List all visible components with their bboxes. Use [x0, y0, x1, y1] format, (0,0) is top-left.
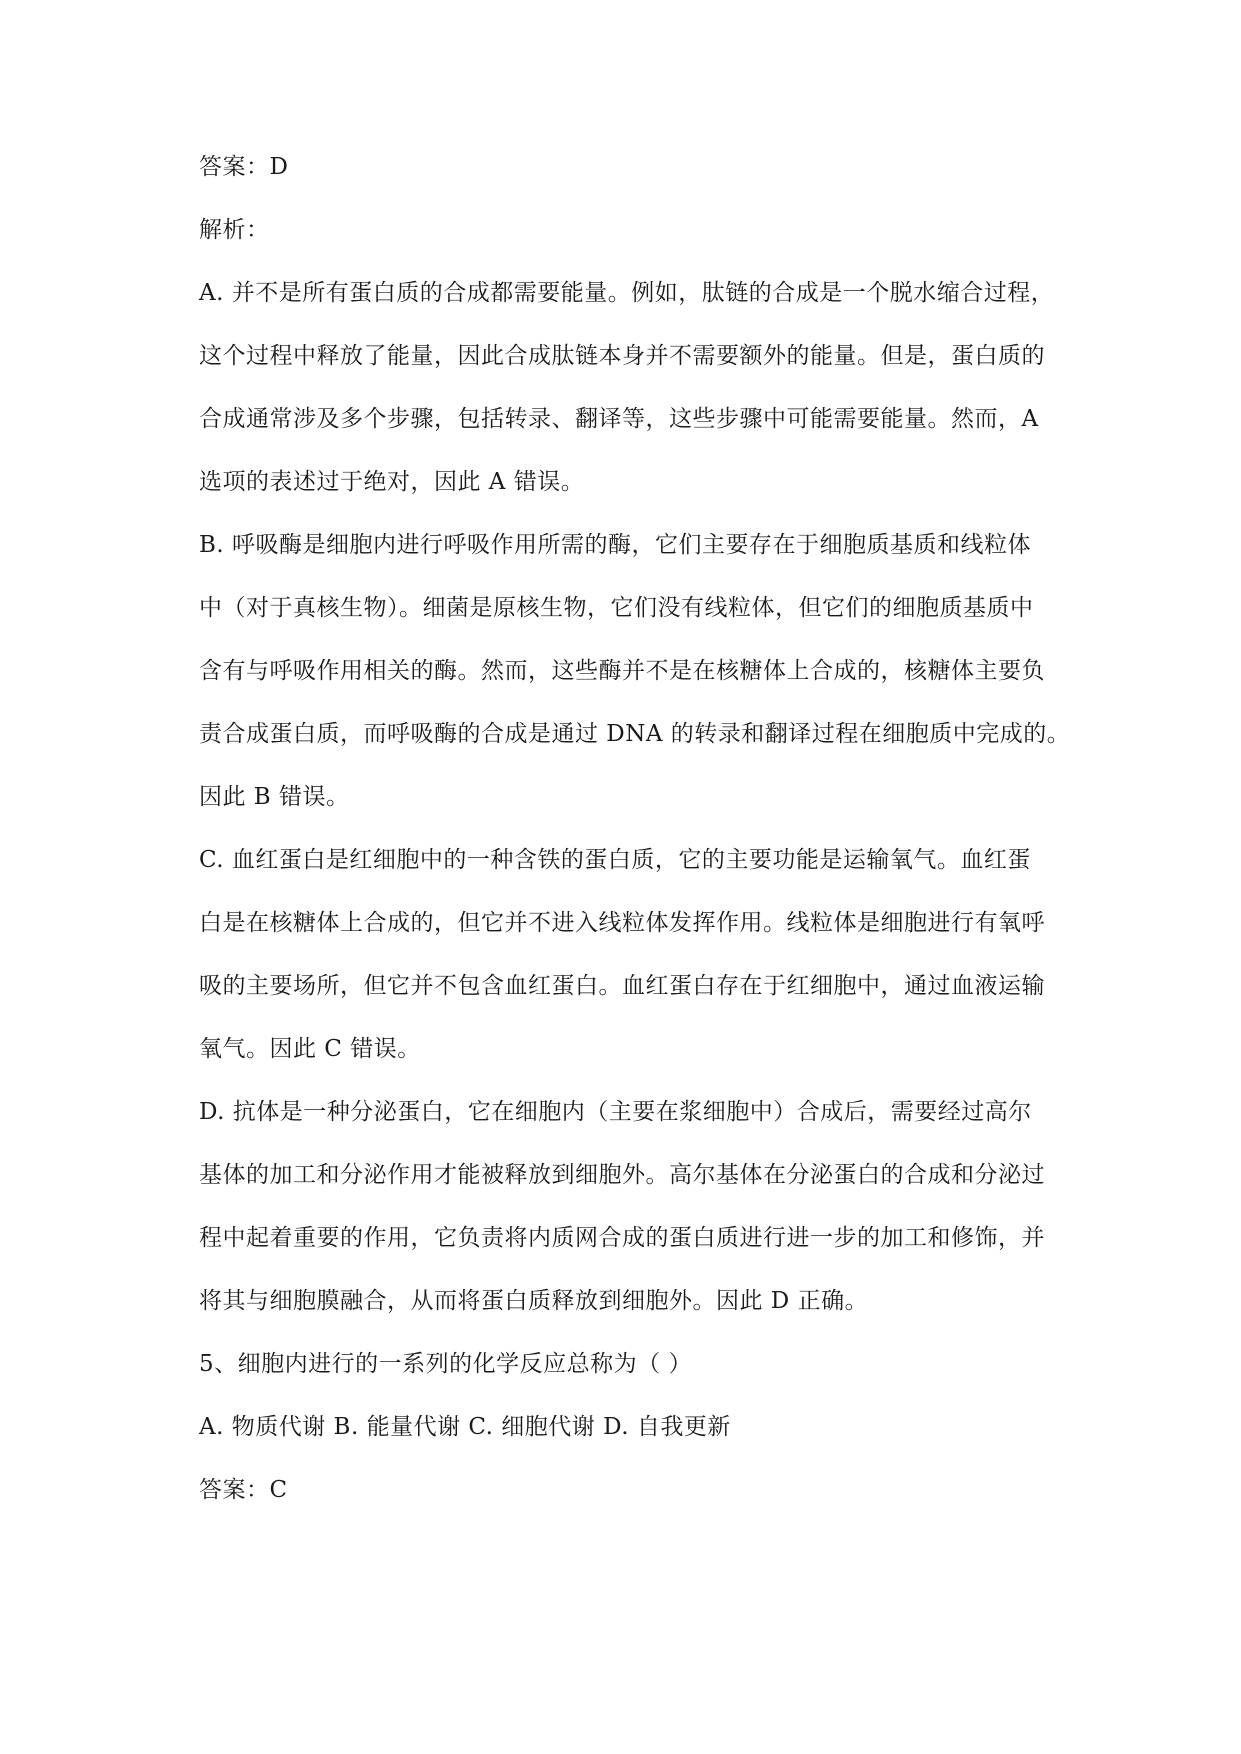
analysis-d-line-2: 基体的加工和分泌作用才能被释放到细胞外。高尔基体在分泌蛋白的合成和分泌过 [199, 1162, 1045, 1188]
analysis-c-line-3: 吸的主要场所，但它并不包含血红蛋白。血红蛋白存在于红细胞中，通过血液运输 [199, 973, 1045, 999]
analysis-b-line-5: 因此 B 错误。 [199, 784, 350, 810]
analysis-c-line-2: 白是在核糖体上合成的，但它并不进入线粒体发挥作用。线粒体是细胞进行有氧呼 [199, 910, 1045, 936]
analysis-c-line-4: 氧气。因此 C 错误。 [199, 1036, 421, 1062]
analysis-b-line-3: 含有与呼吸作用相关的酶。然而，这些酶并不是在核糖体上合成的，核糖体主要负 [199, 658, 1045, 684]
analysis-c-line-1: C. 血红蛋白是红细胞中的一种含铁的蛋白质，它的主要功能是运输氧气。血红蛋 [199, 847, 1031, 873]
analysis-a-line-1: A. 并不是所有蛋白质的合成都需要能量。例如，肽链的合成是一个脱水缩合过程， [199, 280, 1055, 306]
analysis-b-line-1: B. 呼吸酶是细胞内进行呼吸作用所需的酶，它们主要存在于细胞质基质和线粒体 [199, 532, 1032, 558]
analysis-d-line-1: D. 抗体是一种分泌蛋白，它在细胞内（主要在浆细胞中）合成后，需要经过高尔 [199, 1099, 1032, 1125]
answer-line-q4: 答案：D [199, 154, 289, 180]
analysis-heading: 解析： [199, 217, 270, 243]
question-5-stem: 5、细胞内进行的一系列的化学反应总称为（ ） [199, 1351, 692, 1377]
analysis-d-line-4: 将其与细胞膜融合，从而将蛋白质释放到细胞外。因此 D 正确。 [199, 1288, 869, 1314]
analysis-b-line-4: 责合成蛋白质，而呼吸酶的合成是通过 DNA 的转录和翻译过程在细胞质中完成的。 [199, 721, 1071, 747]
analysis-a-line-4: 选项的表述过于绝对，因此 A 错误。 [199, 469, 585, 495]
question-5-options: A. 物质代谢 B. 能量代谢 C. 细胞代谢 D. 自我更新 [199, 1414, 731, 1440]
analysis-b-line-2: 中（对于真核生物）。细菌是原核生物，它们没有线粒体，但它们的细胞质基质中 [199, 595, 1034, 621]
answer-line-q5: 答案：C [199, 1477, 288, 1503]
analysis-d-line-3: 程中起着重要的作用，它负责将内质网合成的蛋白质进行进一步的加工和修饰，并 [199, 1225, 1045, 1251]
analysis-a-line-3: 合成通常涉及多个步骤，包括转录、翻译等，这些步骤中可能需要能量。然而，A [199, 406, 1039, 432]
analysis-a-line-2: 这个过程中释放了能量，因此合成肽链本身并不需要额外的能量。但是，蛋白质的 [199, 343, 1045, 369]
